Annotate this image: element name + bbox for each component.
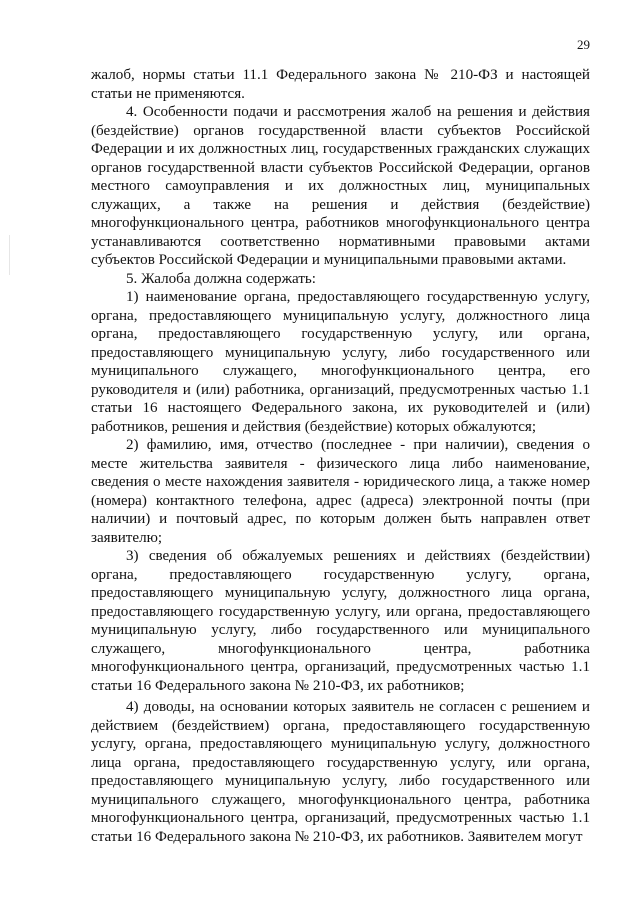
scan-margin-mark — [9, 235, 10, 275]
document-body — [91, 66, 590, 846]
list-item-4: 4) доводы, на основании которых заявитель не согласен с решением и действием (бездействием) органа, предоставляющего государственную услугу, органа, предоставляющего муниципальную услугу, должностного лица органа, предоставляющего государственную услугу, или органа, предоставляющего муниципальную услугу, либо государственного или муниципального служащего, многофункционального центра, работника многофункционального центра, организаций, предусмотренных частью 1.1 статьи 16 Федерального закона № 210-ФЗ, их работников. Заявителем могут — [91, 699, 590, 845]
list-item-2: 2) фамилию, имя, отчество (последнее - при наличии), сведения о месте жительства заявителя - физического лица либо наименование, сведения о месте нахождения заявителя - юридического лица, а также номер (номера) контактного телефона, адрес (адреса) электронной почты (при наличии) и почтовый адрес, по которым должен быть направлен ответ заявителю; — [91, 437, 590, 546]
paragraph-item-5: 5. Жалоба должна содержать: — [126, 270, 316, 287]
page-number: 29 — [577, 37, 590, 52]
list-item-3: 3) сведения об обжалуемых решениях и действиях (бездействии) органа, предоставляющего государственную услугу, органа, предоставляющего муниципальную услугу, должностного лица органа, предоставляющего государственную услугу, или органа, предоставляющего муниципальную услугу, либо государственного или муниципального служащего, многофункционального центра, работника многофункционального центра, организаций, предусмотренных частью 1.1 статьи 16 Федерального закона № 210-ФЗ, их работников; — [91, 548, 590, 694]
paragraph-item-4: 4. Особенности подачи и рассмотрения жалоб на решения и действия (бездействие) органов государственной власти субъектов Российской Федерации и их должностных лиц, государственных гражданских служащих органов государственной власти субъектов Российской Федерации, органов местного самоуправления и их должностных лиц, муниципальных служащих, а также на решения и действия (бездействие) многофункционального центра, работников многофункционального центра устанавливаются соответственно нормативными правовыми актами субъектов Российской Федерации и муниципальными правовыми актами. — [91, 104, 590, 268]
paragraph-continuation: жалоб, нормы статьи 11.1 Федерального закона № 210-ФЗ и настоящей статьи не применяются. — [91, 67, 590, 102]
list-item-1: 1) наименование органа, предоставляющего государственную услугу, органа, предоставляющего муниципальную услугу, должностного лица органа, предоставляющего государственную услугу, или органа, предоставляющего муниципальную услугу, либо государственного или муниципального служащего, многофункционального центра, его руководителя и (или) работника, организаций, предусмотренных частью 1.1 статьи 16 настоящего Федерального закона, их руководителей и (или) работников, решения и действия (бездействие) которых обжалуются; — [91, 289, 590, 435]
